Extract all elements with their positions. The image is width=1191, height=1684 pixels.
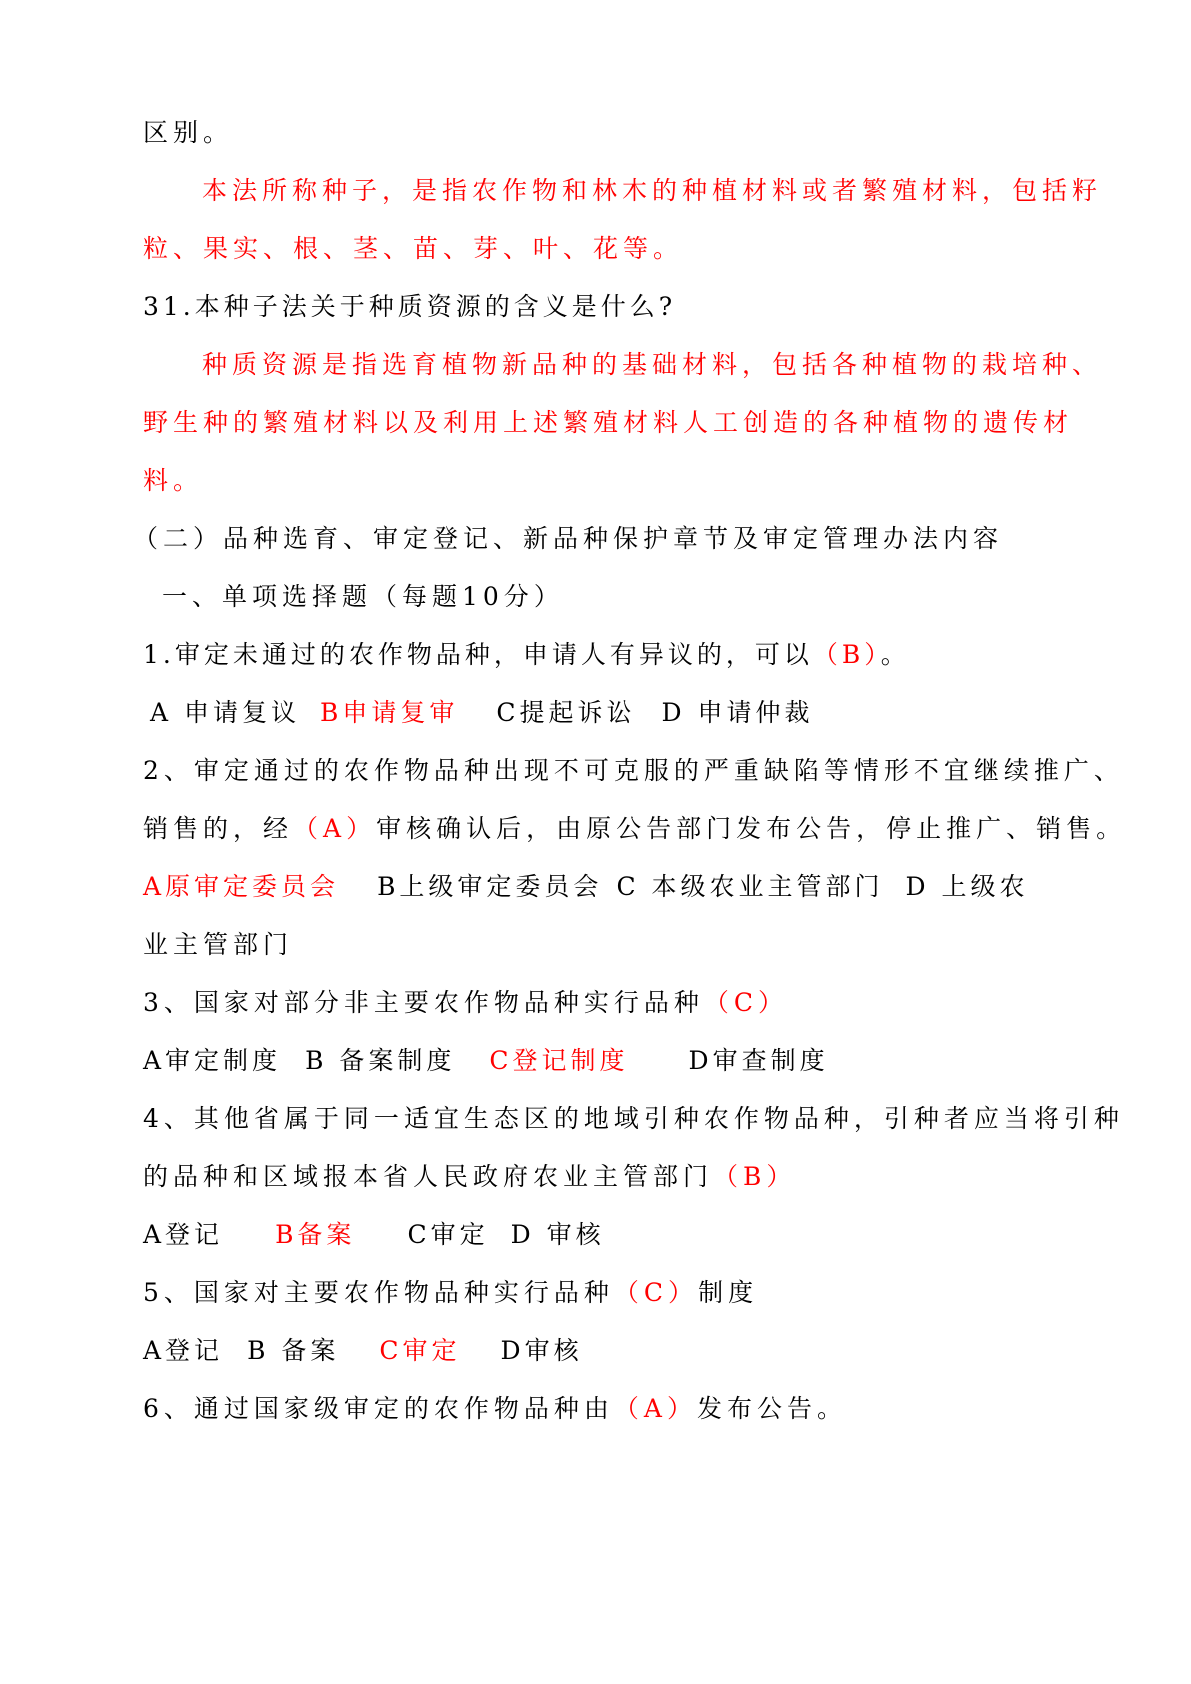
option-d: D 申请仲裁 — [661, 698, 814, 727]
question-text: 的品种和区域报本省人民政府农业主管部门 — [143, 1162, 714, 1191]
option-b-correct: B备案 — [275, 1220, 356, 1249]
option-d: D审查制度 — [688, 1046, 829, 1075]
option-a: A审定制度 — [143, 1046, 282, 1075]
question-text: 发布公告。 — [696, 1394, 847, 1423]
question-4-options — [143, 1218, 1063, 1252]
question-text: 2、审定通过的农作物品种出现不可克服的严重缺陷等情形不宜继续推广、 — [143, 756, 1124, 785]
option-b-correct: B申请复审 — [320, 698, 459, 727]
answer-text: 料。 — [143, 466, 204, 495]
question-text: 31.本种子法关于种质资源的含义是什么? — [143, 292, 677, 321]
question-1-options — [150, 696, 1070, 730]
question-2-options — [143, 928, 1063, 962]
question-5-options — [143, 1334, 1063, 1368]
option-c: C审定 — [407, 1220, 489, 1249]
question-text: 5、国家对主要农作物品种实行品种 — [143, 1278, 614, 1307]
question-text: 制度 — [698, 1278, 759, 1307]
option-a-correct: A原审定委员会 — [143, 872, 340, 901]
question-5 — [143, 1276, 1063, 1310]
question-3 — [143, 986, 1063, 1020]
subsection-heading — [162, 580, 1082, 614]
option-b: B 备案制度 — [305, 1046, 456, 1075]
question-4 — [143, 1160, 1063, 1194]
option-a: A登记 — [143, 1336, 224, 1365]
option-a: A登记 — [143, 1220, 224, 1249]
answer-mark: （A） — [613, 1394, 697, 1423]
question-text: 审核确认后，由原公告部门发布公告，停止推广、销售。 — [376, 814, 1127, 843]
question-4 — [143, 1102, 1124, 1136]
answer-line — [143, 232, 1063, 266]
question-1 — [143, 638, 1063, 672]
answer-line — [202, 174, 1122, 208]
option-c: C提起诉讼 — [496, 698, 636, 727]
option-c: C 本级农业主管部门 — [616, 872, 884, 901]
option-d: D审核 — [500, 1336, 583, 1365]
option-c-correct: C审定 — [379, 1336, 461, 1365]
option-d: D 审核 — [510, 1220, 605, 1249]
option-d: D 上级农 — [905, 872, 1029, 901]
subsection-heading-text: 一、单项选择题（每题10分） — [162, 582, 564, 611]
answer-line — [143, 406, 1074, 440]
answer-text: 种质资源是指选育植物新品种的基础材料，包括各种植物的栽培种、 — [202, 350, 1103, 379]
option-b: B 备案 — [247, 1336, 340, 1365]
question-text: 1.审定未通过的农作物品种，申请人有异议的，可以 — [143, 640, 813, 669]
answer-mark: （B） — [812, 640, 881, 669]
option-a: A 申请复议 — [150, 698, 301, 727]
answer-text: 粒、果实、根、茎、苗、芽、叶、花等。 — [143, 234, 684, 263]
answer-line — [143, 464, 1063, 498]
question-2 — [143, 812, 1127, 846]
answer-mark: （C） — [703, 988, 789, 1017]
option-c-correct: C登记制度 — [489, 1046, 629, 1075]
answer-mark: （B） — [713, 1162, 797, 1191]
option-b: B上级审定委员会 — [377, 872, 603, 901]
section-heading-text: （二）品种选育、审定登记、新品种保护章节及审定管理办法内容 — [133, 524, 1004, 553]
question-31 — [143, 290, 1063, 324]
text-line — [143, 116, 1063, 150]
option-d-continued: 业主管部门 — [143, 930, 294, 959]
question-2-options — [143, 870, 1063, 904]
question-text: 。 — [880, 640, 910, 669]
answer-line — [202, 348, 1122, 382]
question-text: 4、其他省属于同一适宜生态区的地域引种农作物品种，引种者应当将引种 — [143, 1104, 1124, 1133]
section-heading — [133, 522, 1053, 556]
question-text: 销售的，经 — [143, 814, 294, 843]
question-text: 3、国家对部分非主要农作物品种实行品种 — [143, 988, 704, 1017]
question-2 — [143, 754, 1124, 788]
answer-mark: （A） — [293, 814, 377, 843]
answer-text: 野生种的繁殖材料以及利用上述繁殖材料人工创造的各种植物的遗传材 — [143, 408, 1074, 437]
answer-text: 本法所称种子，是指农作物和林木的种植材料或者繁殖材料，包括籽 — [202, 176, 1103, 205]
question-6 — [143, 1392, 1063, 1426]
question-3-options — [143, 1044, 1063, 1078]
text-run: 区别。 — [143, 118, 234, 147]
question-text: 6、通过国家级审定的农作物品种由 — [143, 1394, 614, 1423]
answer-mark: （C） — [613, 1278, 699, 1307]
